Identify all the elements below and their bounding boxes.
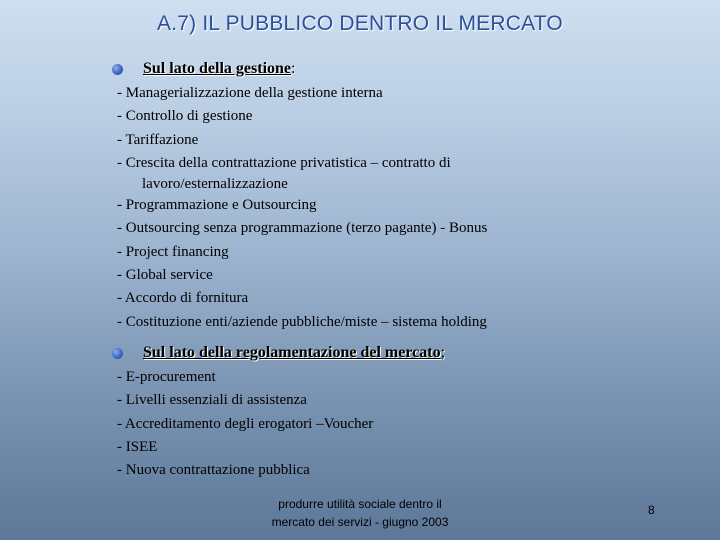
footer-line: produrre utilità sociale dentro il: [278, 497, 442, 511]
list-item: - Nuova contrattazione pubblica: [117, 462, 310, 479]
slide-footer: [245, 495, 475, 531]
list-item: - ISEE: [117, 438, 158, 455]
bullet-circle-icon: [112, 348, 123, 359]
list-item: - Controllo di gestione: [117, 108, 253, 125]
list-item: [117, 152, 487, 194]
list-item: - Outsourcing senza programmazione (terzo pagante) - Bonus: [117, 220, 488, 237]
bullet-circle-icon: [112, 64, 123, 75]
section-heading-text: Sul lato della gestione: [143, 60, 292, 77]
section-heading-colon: :: [291, 60, 296, 77]
list-item: - Global service: [117, 267, 213, 284]
section-heading-colon: ;: [440, 344, 446, 361]
page-number: 8: [648, 503, 655, 517]
section-heading-gestione: [112, 58, 295, 80]
list-item: - Livelli essenziali di assistenza: [117, 392, 307, 409]
slide-title: A.7) IL PUBBLICO DENTRO IL MERCATO: [157, 12, 563, 35]
footer-line: mercato dei servizi - giugno 2003: [271, 515, 449, 529]
list-item-continuation: lavoro/esternalizzazione: [142, 176, 288, 193]
list-item: - Programmazione e Outsourcing: [117, 197, 317, 214]
section-heading-regolamentazione: [112, 342, 445, 364]
list-item: - Tariffazione: [117, 131, 199, 148]
gestione-list: [117, 82, 487, 334]
list-item: - Accreditamento degli erogatori –Voucher: [117, 415, 374, 432]
list-item: - Costituzione enti/aziende pubbliche/miste – sistema holding: [117, 313, 487, 330]
section-heading-text: Sul lato della regolamentazione del mercato: [143, 344, 441, 361]
list-item: - E-procurement: [117, 369, 216, 385]
list-item: - Project financing: [117, 243, 229, 260]
list-item: - Accordo di fornitura: [117, 290, 249, 307]
list-item: - Managerializzazione della gestione interna: [117, 85, 383, 101]
list-item-text: - Crescita della contrattazione privatistica – contratto di: [117, 154, 451, 171]
regolamentazione-list: [117, 366, 373, 482]
